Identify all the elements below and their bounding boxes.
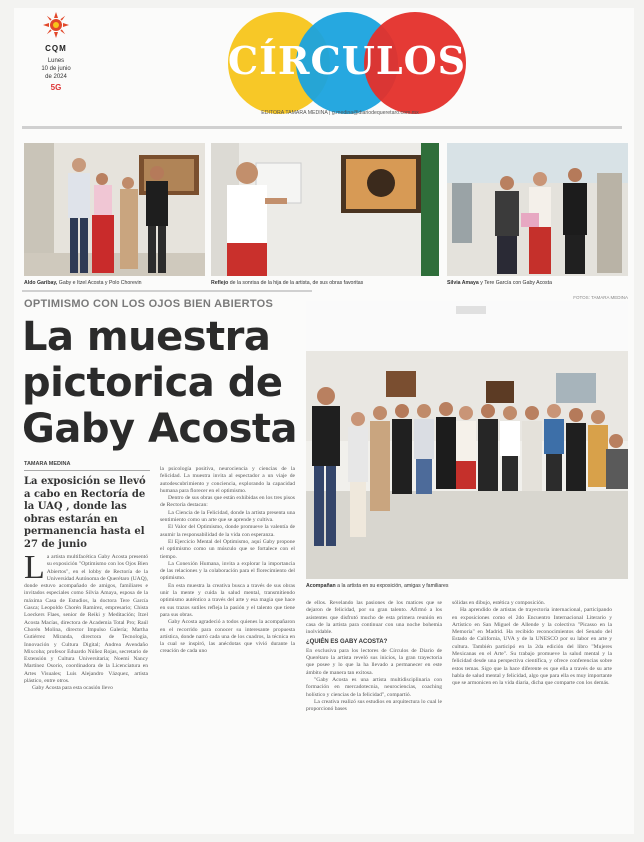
article-byline: TAMARA MEDINA bbox=[24, 461, 71, 467]
photo-group-3-caption bbox=[447, 280, 552, 286]
photo-artist-painting bbox=[211, 143, 439, 276]
issue-date bbox=[26, 57, 86, 81]
main-photo-caption-text: a la artista en su exposición, amigas y familiares bbox=[335, 583, 449, 589]
column-2-paragraph-2: Dentro de sus obras que están exhibidas en los tres pisos de Rectoría destacan: bbox=[160, 495, 295, 509]
date-weekday: Lunes bbox=[47, 58, 65, 64]
photo-group-1-image bbox=[24, 143, 205, 276]
column-2-paragraph-1: la psicología positiva, neurociencia y ciencias de la felicidad. La muestra invita al espectador a un viaje de autodescubrimiento y conciencia, explorando la capacidad humana para florecer en el optimismo. bbox=[160, 466, 295, 494]
photo-credit: FOTOS: TAMARA MEDINA bbox=[573, 295, 628, 300]
byline-rule bbox=[24, 470, 150, 471]
article-headline: La muestra pictorica de Gaby Acosta bbox=[22, 314, 298, 452]
photo-group-3-image bbox=[447, 143, 628, 276]
page-number: 5G bbox=[50, 83, 62, 92]
photo-artist-painting-caption bbox=[211, 280, 363, 286]
photo-artist-painting-caption-lead: Reflejo bbox=[211, 280, 229, 286]
article-column-3 bbox=[306, 600, 442, 816]
photo-group-3-caption-text: y Tere García con Gaby Acosta bbox=[478, 280, 552, 286]
sun-logo-icon bbox=[43, 12, 69, 38]
main-photo-caption bbox=[306, 583, 448, 589]
brand-name: CQM bbox=[45, 44, 67, 53]
column-1-tail: Gaby Acosta para esta ocasión llevo bbox=[32, 685, 113, 692]
photo-group-1 bbox=[24, 143, 205, 276]
article-lead: La exposición se llevó a cabo en Rectoría de la UAQ , donde las obras estarán en permanencia hasta el 27 de junio bbox=[24, 476, 146, 550]
column-2-paragraph-7: En esta muestra la creativa busca a través de sus obras unir la mente y cuida la salud mental, transmitiendo optimismo auténtico a través del arte y esa magia que hace en sus trazos sutiles refleja la pasión y el talento que tiene para sus obras. bbox=[160, 582, 295, 618]
article-column-2 bbox=[160, 466, 295, 816]
photo-group-3 bbox=[447, 143, 628, 276]
column-3-paragraph-4: La creativa realizó sus estudios en arquitectura lo cual le proporcionó bases bbox=[306, 698, 442, 713]
column-3-paragraph-3: "Gaby Acosta es una artista multidisciplinaria con formación en mercadotecnia, neurociencias, coaching holístico y ciencias de la felicidad", compartió. bbox=[306, 676, 442, 698]
main-photo bbox=[306, 301, 628, 579]
column-2-paragraph-5: El Ejercicio Mental del Optimismo, aquí Gaby propone el optimismo como un músculo que se fortalece con el tiempo. bbox=[160, 538, 295, 560]
article-kicker: OPTIMISMO CON LOS OJOS BIEN ABIERTOS bbox=[24, 298, 274, 310]
column-2-paragraph-6: La Conexión Humana, invita a explorar la importancia de las relaciones y la colaboración para el florecimiento del optimismo. bbox=[160, 560, 295, 582]
photo-group-1-caption-text: Gaby e Itzel Acosta y Polo Chorevin bbox=[57, 280, 142, 286]
headline-rule bbox=[22, 290, 312, 292]
column-4-paragraph-1: sólidas en dibujo, estética y composición. bbox=[452, 600, 546, 606]
photo-group-1-caption bbox=[24, 280, 142, 286]
column-3-subhead: ¿QUIÉN ES GABY ACOSTA? bbox=[306, 639, 388, 646]
section-logo bbox=[222, 12, 472, 116]
date-day: 10 de junio bbox=[41, 66, 71, 72]
column-4-paragraph-2: Ha aprendido de artistas de trayectoria internacional, participando en exposiciones como el 2do Encuentro Internacional Literario y Artístico en San Miguel de Allende y la colectiva "Picasso en la Memoria" en Madrid. Ha recibido reconocimientos del Senado del Estado de California, UVA y de la UNESCO por su labor en arte y cultura. También participó en la 2da edición del libro "Mujeres Mexicanas en el Arte". Su trabajo promueve la salud mental y la felicidad desde una perspectiva científica, y ofrece conferencias sobre estos temas. Sigo que la hace diferente es que ella a través de su arte habla de salud mental y felicidad, algo que para ella es muy importante que se armonicen en la vida diaria, dicha que comparte con los demás. bbox=[452, 607, 612, 687]
photo-group-3-caption-names: Silvia Amaya bbox=[447, 280, 479, 286]
section-title: CÍRCULOS bbox=[227, 38, 467, 83]
column-2-paragraph-4: El Valor del Optimismo, donde promueve la valentía de asumir la responsabilidad de la vida con esperanza. bbox=[160, 524, 295, 538]
article-column-1 bbox=[24, 554, 148, 816]
drop-cap: L bbox=[24, 554, 45, 586]
column-2-paragraph-3: La Ciencia de la Felicidad, donde la artista presenta una sentimiento como un arte que se aprende y cultiva. bbox=[160, 509, 295, 524]
photo-artist-painting-image bbox=[211, 143, 439, 276]
masthead-meta bbox=[26, 12, 86, 92]
top-rule bbox=[22, 126, 622, 129]
column-3-paragraph-2: En exclusiva para los lectores de Círculos de Diario de Querétaro la artista reveló sus inicios, la gran trayectoria que posee y lo que la ha llevado a permanecer en este ámbito de manera tan exitosa. bbox=[306, 647, 442, 676]
column-1-paragraph: a artista multifacética Gaby Acosta presentó su exposición "Optimismo con los Ojos Bien Abiertos", en el lobby de Rectoría de la Universidad Autónoma de Querétaro (UAQ), donde estuvo acompañado de amigos, familiares e invitados especiales como Silvia Amaya, esposa de la máxima Casa de Estudios, la doctora Tere García Gasca; Leopoldo Chorén Ramírez, empresario; Chista Loeckers Flaes, senior de Reiki y Meditación; Itzel Acosta Macías, directora de Academia Total Pro; Raúl Chorén Molina, director Impulso Galería; Martha Gutiérrez Miranda, directora de Tecnología, Innovación y Cultura Digital; Andrea Avendaño Mixcoba; profesor Eduardo Núñez Rojas, secretario de Extensión y Cultura Universitaria; Noemí Nancy Martínez Osorio, coordinadora de la Licenciatura en Artes Visuales; Luis Alejandro Vázquez, artista plástico, entre otros. bbox=[24, 554, 148, 685]
column-2-paragraph-8: Gaby Acosta agradeció a todos quienes la acompañaron en el recorrido para conocer su interesante propuesta artística, donde narró cada una de los cuadros, la técnica en la cual se inspiró, las anécdotas que vivió durante la creación de cada uno bbox=[160, 619, 295, 655]
photo-artist-painting-caption-text: de la sonrisa de la hija de la artista, de sus obras favoritas bbox=[228, 280, 364, 286]
main-photo-image bbox=[306, 301, 628, 579]
column-3-paragraph-1: de ellos. Revelando las pasiones de los matices que se dejaron de felicidad, por su gran talento. Afirmó a los asistentes que disfrutó mucho de esta primera reunión en casa de la artista para continuar con una noche bohemia inolvidable. bbox=[306, 600, 442, 636]
main-photo-caption-lead: Acompañan bbox=[306, 583, 336, 589]
date-year: de 2024 bbox=[45, 74, 67, 80]
article-column-4 bbox=[452, 600, 612, 816]
photo-group-1-caption-names: Aldo Garibay, bbox=[24, 280, 58, 286]
editor-line: EDITORA TAMARA MEDINA | g.medina@diariodequeretaro.com.mx bbox=[261, 110, 419, 116]
